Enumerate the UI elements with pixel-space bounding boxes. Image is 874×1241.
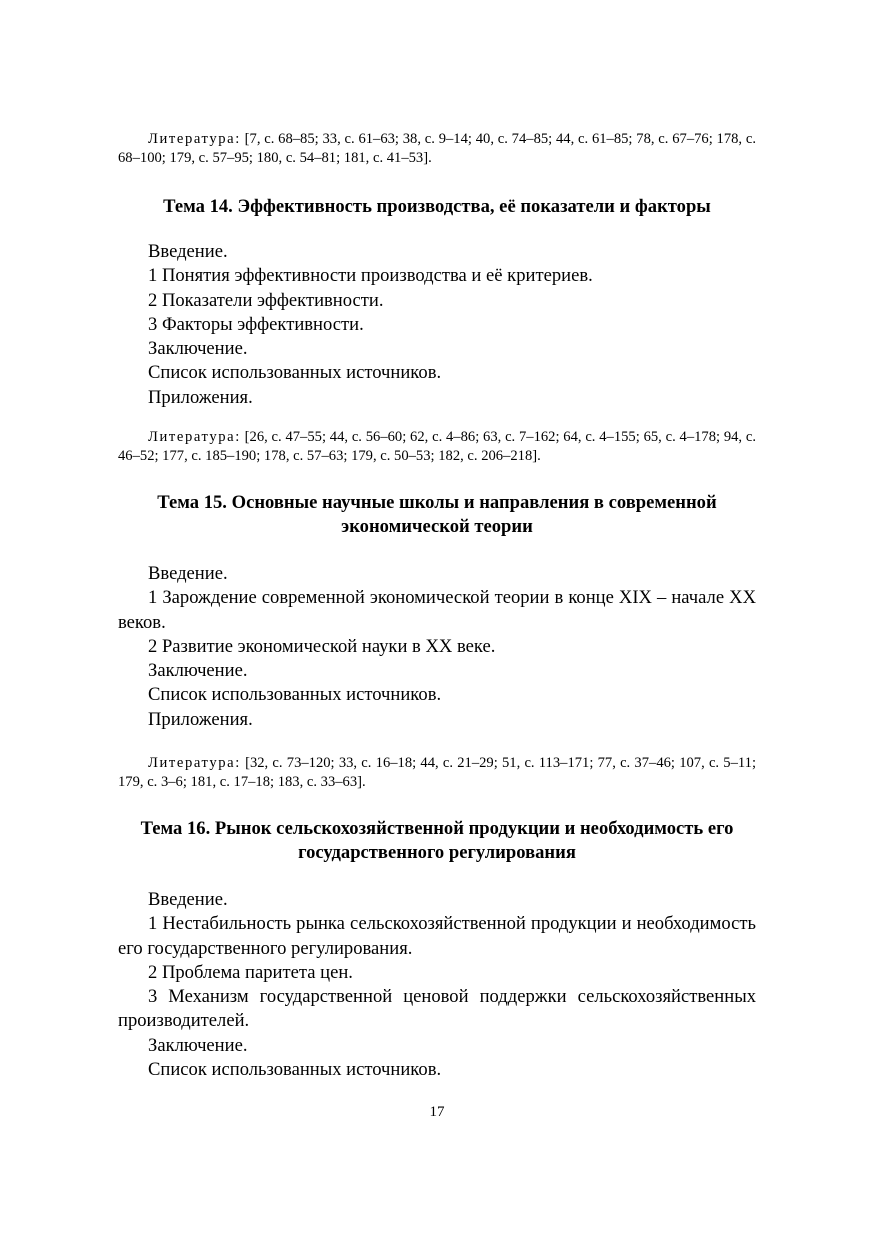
outline-item: 2 Развитие экономической науки в XX веке. <box>148 635 496 657</box>
literature-label: Литература: <box>148 429 241 445</box>
outline-item: Приложения. <box>148 386 253 408</box>
topic-16-outline <box>118 888 756 1082</box>
literature-label: Литература: <box>148 755 241 771</box>
outline-item: Введение. <box>148 241 228 262</box>
topic-14-outline <box>118 240 756 410</box>
outline-item: 1 Зарождение современной экономической теории в конце XIX – начале XX веков. <box>118 587 756 633</box>
outline-item: 2 Показатели эффективности. <box>148 289 384 311</box>
topic-14-title: Тема 14. Эффективность производства, её показатели и факторы <box>163 196 711 217</box>
literature-block-15 <box>118 754 756 792</box>
literature-refs: [7, с. 68–85; 33, с. 61–63; 38, с. 9–14; 40, с. 74–85; 44, с. 61–85; 78, с. 67–76; 178, с. 68–100; 179, с. 57–95; 180, с. 54–81; 181, с. 41–53]. <box>118 131 756 166</box>
outline-item: Список использованных источников. <box>148 684 442 706</box>
outline-item: 1 Понятия эффективности производства и её критериев. <box>148 265 593 287</box>
outline-item: 2 Проблема паритета цен. <box>148 961 353 983</box>
page-number: 17 <box>429 1104 445 1120</box>
outline-item: Заключение. <box>148 1034 248 1056</box>
outline-item: Заключение. <box>148 338 248 360</box>
outline-item: Введение. <box>148 563 228 584</box>
outline-item: 3 Факторы эффективности. <box>148 313 364 335</box>
outline-item: Список использованных источников. <box>148 1059 442 1081</box>
outline-item: Введение. <box>148 889 228 910</box>
literature-refs: [26, с. 47–55; 44, с. 56–60; 62, с. 4–86; 63, с. 7–162; 64, с. 4–155; 65, с. 4–178; 94, с. 46–52; 177, с. 185–190; 178, с. 57–63; 179, с. 50–53; 182, с. 206–218]. <box>118 429 756 464</box>
topic-16-title: Тема 16. Рынок сельскохозяйственной продукции и необходимость его государственного регулирования <box>140 818 734 863</box>
outline-item: Список использованных источников. <box>148 362 442 384</box>
literature-block-13 <box>118 130 756 168</box>
literature-label: Литература: <box>148 131 241 147</box>
topic-15-outline <box>118 562 756 732</box>
literature-refs: [32, с. 73–120; 33, с. 16–18; 44, с. 21–29; 51, с. 113–171; 77, с. 37–46; 107, с. 5–11; 179, с. 3–6; 181, с. 17–18; 183, с. 33–63]. <box>118 755 756 790</box>
outline-item: 1 Нестабильность рынка сельскохозяйственной продукции и необходимость его государственного регулирования. <box>118 913 756 959</box>
outline-item: 3 Механизм государственной ценовой поддержки сельскохозяйственных производителей. <box>118 986 756 1032</box>
outline-item: Заключение. <box>148 660 248 682</box>
outline-item: Приложения. <box>148 708 253 730</box>
literature-block-14 <box>118 428 756 466</box>
topic-15-title: Тема 15. Основные научные школы и направления в современной экономической теории <box>157 492 717 537</box>
